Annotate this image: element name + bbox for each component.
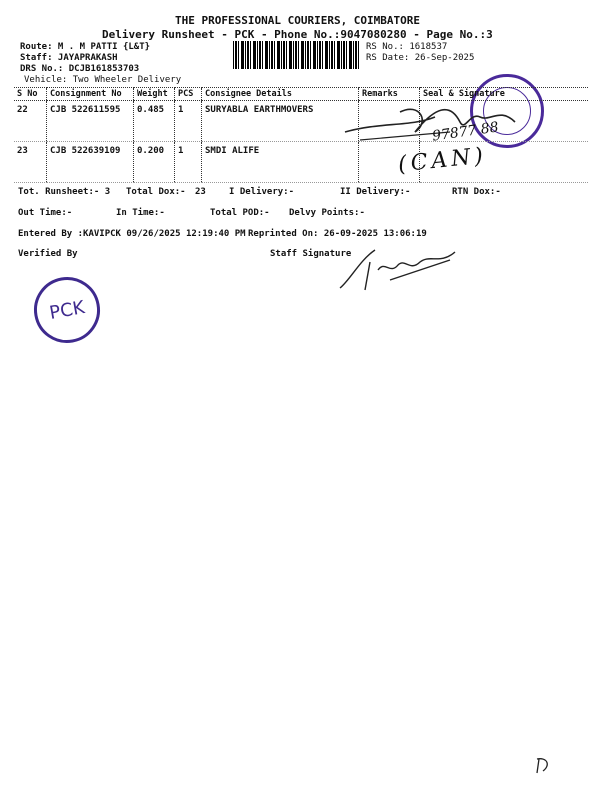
staff-signature-label: Staff Signature — [270, 249, 352, 259]
cell-consignee: SURYABLA EARTHMOVERS — [202, 101, 359, 142]
route-label: Route: M . M PATTI {L&T} — [20, 42, 151, 52]
reprinted-on: Reprinted On: 26-09-2025 13:06:19 — [248, 229, 427, 239]
staff-signature — [330, 240, 470, 295]
rs-date: RS Date: 26-Sep-2025 — [366, 53, 475, 63]
out-time: Out Time:- — [18, 208, 73, 218]
verified-by: Verified By — [18, 249, 78, 259]
cell-weight: 0.485 — [134, 101, 175, 142]
col-consignment: Consignment No — [47, 88, 134, 101]
delvy-points: Delvy Points:- — [289, 208, 365, 218]
pck-stamp: PCK — [29, 272, 105, 348]
entered-by: Entered By :KAVIPCK 09/26/2025 12:19:40 PM — [18, 229, 246, 239]
i-delivery: I Delivery:- — [229, 187, 295, 197]
drs-number: DRS No.: DCJB161853703 — [20, 64, 140, 74]
staff-label: Staff: JAYAPRAKASH — [20, 53, 118, 63]
total-pod: Total POD:- — [210, 208, 270, 218]
runsheet-subtitle: Delivery Runsheet - PCK - Phone No.:9047080280 - Page No.:3 — [102, 28, 493, 41]
rtn-dox: RTN Dox:- — [452, 187, 501, 197]
col-consignee: Consignee Details — [202, 88, 359, 101]
barcode — [233, 41, 360, 69]
cell-sno: 23 — [14, 142, 47, 183]
col-pcs: PCS — [175, 88, 202, 101]
cell-consignment: CJB 522639109 — [47, 142, 134, 183]
cell-pcs: 1 — [175, 101, 202, 142]
company-title: THE PROFESSIONAL COURIERS, COIMBATORE — [175, 14, 421, 27]
cell-consignment: CJB 522611595 — [47, 101, 134, 142]
tot-runsheet: Tot. Runsheet:- 3 — [18, 187, 111, 197]
col-weight: Weight — [134, 88, 175, 101]
col-seal-signature: Seal & Signature — [420, 88, 589, 101]
col-remarks: Remarks — [359, 88, 420, 101]
total-dox-label: Total Dox:- — [126, 187, 186, 197]
ii-delivery: II Delivery:- — [340, 187, 411, 197]
cell-weight: 0.200 — [134, 142, 175, 183]
cell-consignee: SMDI ALIFE — [202, 142, 359, 183]
handwritten-phone: 97877 88 — [431, 119, 500, 145]
handwritten-note: (CAN) — [396, 143, 489, 178]
page-mark — [533, 755, 555, 775]
total-dox-value: 23 — [195, 187, 206, 197]
rs-number: RS No.: 1618537 — [366, 42, 448, 52]
cell-sno: 22 — [14, 101, 47, 142]
cell-pcs: 1 — [175, 142, 202, 183]
in-time: In Time:- — [116, 208, 165, 218]
col-sno: S No — [14, 88, 47, 101]
vehicle-label: Vehicle: Two Wheeler Delivery — [24, 75, 182, 85]
